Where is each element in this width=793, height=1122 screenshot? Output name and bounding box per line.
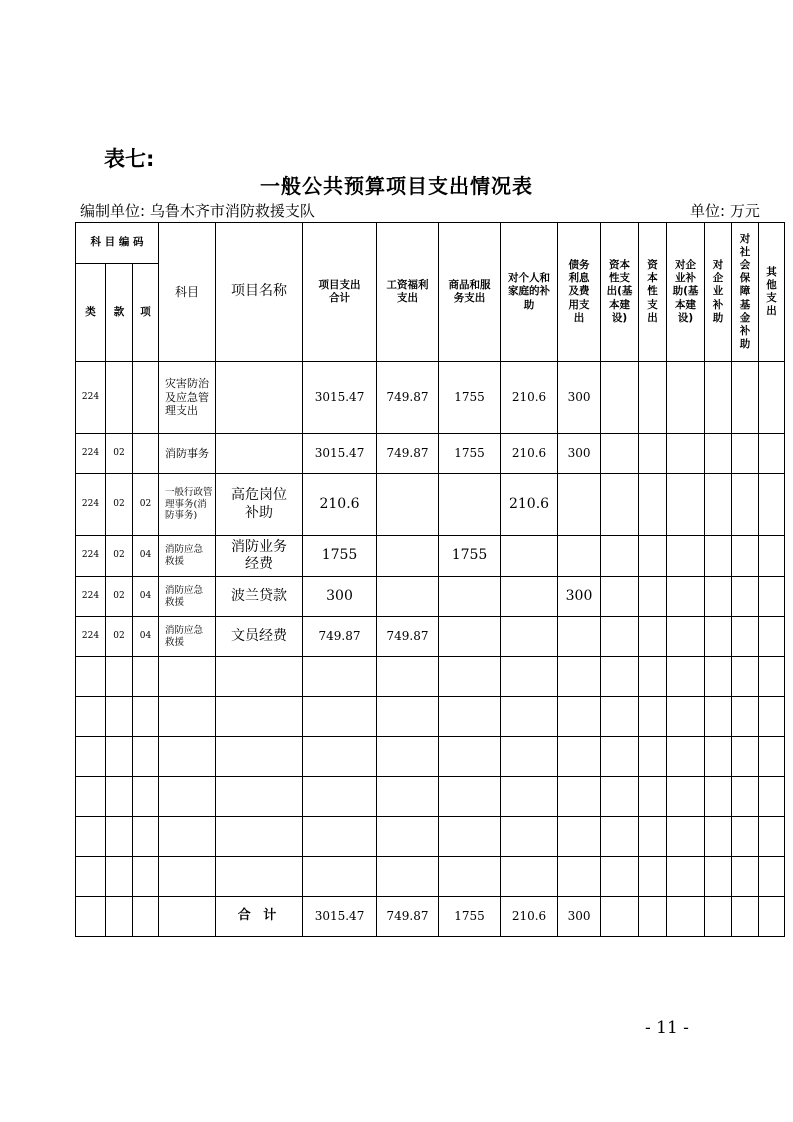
- enterprise-base-header: 对企业补助(基本建设): [667, 223, 705, 362]
- goods-cell: 1755: [439, 536, 501, 577]
- goods-cell: [439, 617, 501, 657]
- wage-cell: 749.87: [377, 362, 439, 434]
- subject-cell: 消防应急救援: [159, 577, 216, 617]
- debt-cell: 300: [558, 577, 601, 617]
- lei-cell: 224: [76, 474, 106, 536]
- debt-header: 债务利息及费用支出: [558, 223, 601, 362]
- kuan-cell: 02: [106, 474, 133, 536]
- subject-cell: 消防应急救援: [159, 536, 216, 577]
- unit-label: 单位: 万元: [690, 202, 760, 220]
- empty-row: [76, 777, 785, 817]
- lei-cell: 224: [76, 362, 106, 434]
- page-title: 一般公共预算项目支出情况表: [260, 174, 533, 198]
- project-name-cell: [216, 434, 303, 474]
- project-name-header: 项目名称: [216, 223, 303, 362]
- capital-header: 资本性支出: [639, 223, 667, 362]
- total-header: 项目支出合计: [303, 223, 377, 362]
- goods-cell: [439, 577, 501, 617]
- goods-cell: 1755: [439, 362, 501, 434]
- empty-row: [76, 697, 785, 737]
- individual-header: 对个人和家庭的补助: [501, 223, 558, 362]
- goods-cell: [439, 474, 501, 536]
- xiang-cell: [133, 362, 159, 434]
- goods-cell: 1755: [439, 434, 501, 474]
- xiang-cell: 04: [133, 617, 159, 657]
- total-row: [76, 897, 785, 937]
- wage-cell: 749.87: [377, 617, 439, 657]
- xiang-cell: [133, 434, 159, 474]
- individual-cell: 210.6: [501, 434, 558, 474]
- debt-sum-cell: 300: [558, 897, 601, 937]
- empty-row: [76, 657, 785, 697]
- kuan-cell: 02: [106, 617, 133, 657]
- debt-cell: 300: [558, 434, 601, 474]
- debt-cell: [558, 617, 601, 657]
- table-tag: 表七:: [104, 147, 155, 171]
- wage-sum-cell: 749.87: [377, 897, 439, 937]
- kuan-cell: 02: [106, 536, 133, 577]
- goods-header: 商品和服务支出: [439, 223, 501, 362]
- individual-cell: [501, 617, 558, 657]
- individual-cell: [501, 577, 558, 617]
- expenditure-table: [75, 222, 785, 937]
- header-row-1: [76, 223, 785, 264]
- project-name-cell: [216, 362, 303, 434]
- subject-cell: 一般行政管理事务(消防事务): [159, 474, 216, 536]
- subject-cell: 灾害防治及应急管理支出: [159, 362, 216, 434]
- lei-cell: 224: [76, 536, 106, 577]
- wage-cell: [377, 474, 439, 536]
- individual-cell: 210.6: [501, 474, 558, 536]
- kuan-header: 款: [106, 264, 133, 362]
- xiang-cell: 04: [133, 577, 159, 617]
- kuan-cell: 02: [106, 434, 133, 474]
- capital-base-header: 资本性支出(基本建设): [601, 223, 639, 362]
- enterprise-header: 对企业补助: [705, 223, 732, 362]
- table-row: [76, 617, 785, 657]
- subject-header: 科目: [159, 223, 216, 362]
- debt-cell: 300: [558, 362, 601, 434]
- total-cell: 1755: [303, 536, 377, 577]
- subject-cell: 消防应急救援: [159, 617, 216, 657]
- project-name-cell: 文员经费: [216, 617, 303, 657]
- project-name-cell: 波兰贷款: [216, 577, 303, 617]
- lei-cell: 224: [76, 577, 106, 617]
- lei-cell: 224: [76, 434, 106, 474]
- xiang-header: 项: [133, 264, 159, 362]
- wage-cell: [377, 536, 439, 577]
- table-row: [76, 536, 785, 577]
- table-row: [76, 474, 785, 536]
- total-cell: 3015.47: [303, 434, 377, 474]
- debt-cell: [558, 474, 601, 536]
- kuan-cell: 02: [106, 577, 133, 617]
- project-name-cell: 消防业务经费: [216, 536, 303, 577]
- total-cell: 3015.47: [303, 362, 377, 434]
- empty-row: [76, 857, 785, 897]
- project-name-cell: 高危岗位补助: [216, 474, 303, 536]
- empty-row: [76, 817, 785, 857]
- xiang-cell: 04: [133, 536, 159, 577]
- organization-label: 编制单位: 乌鲁木齐市消防救援支队: [80, 202, 315, 220]
- total-label: 合 计: [216, 897, 303, 937]
- kuan-cell: [106, 362, 133, 434]
- subject-cell: 消防事务: [159, 434, 216, 474]
- social-header: 对社会保障基金补助: [732, 223, 759, 362]
- empty-row: [76, 737, 785, 777]
- wage-header: 工资福利支出: [377, 223, 439, 362]
- lei-header: 类: [76, 264, 106, 362]
- page-number: - 11 -: [645, 1018, 689, 1038]
- debt-cell: [558, 536, 601, 577]
- subject-code-header: 科 目 编 码: [76, 223, 159, 264]
- other-header: 其他支出: [759, 223, 785, 362]
- wage-cell: 749.87: [377, 434, 439, 474]
- table-row: [76, 577, 785, 617]
- total-cell: 749.87: [303, 617, 377, 657]
- individual-cell: [501, 536, 558, 577]
- wage-cell: [377, 577, 439, 617]
- table-row: [76, 434, 785, 474]
- xiang-cell: 02: [133, 474, 159, 536]
- individual-cell: 210.6: [501, 362, 558, 434]
- table-row: [76, 362, 785, 434]
- total-cell: 210.6: [303, 474, 377, 536]
- individual-sum-cell: 210.6: [501, 897, 558, 937]
- total-sum-cell: 3015.47: [303, 897, 377, 937]
- total-cell: 300: [303, 577, 377, 617]
- lei-cell: 224: [76, 617, 106, 657]
- goods-sum-cell: 1755: [439, 897, 501, 937]
